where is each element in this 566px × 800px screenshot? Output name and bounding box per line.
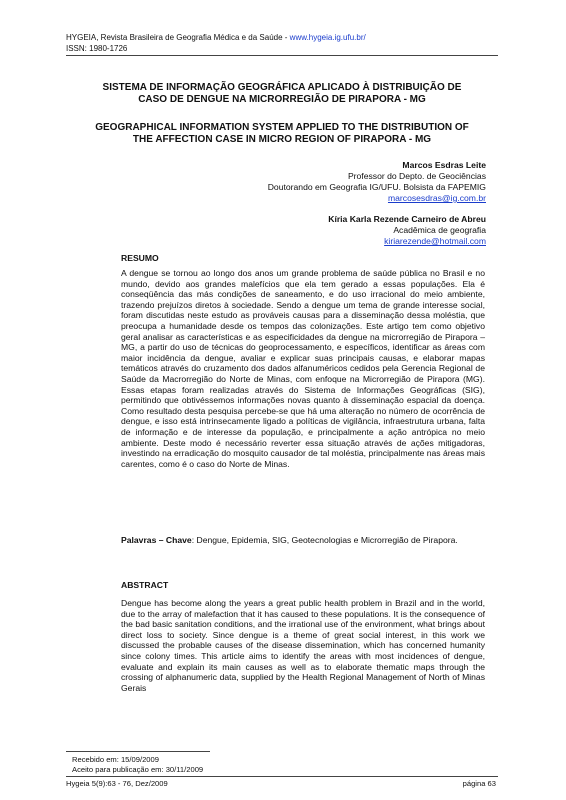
header-divider (66, 55, 498, 56)
journal-issn: ISSN: 1980-1726 (66, 43, 128, 53)
title-english: GEOGRAPHICAL INFORMATION SYSTEM APPLIED TO THE DISTRIBUTION OF THE AFFECTION CASE IN MICRO REGION OF PIRAPORA - MG (95, 122, 469, 145)
keywords (121, 535, 485, 546)
author-block-1 (186, 160, 486, 204)
author-affiliation: Professor do Depto. de Geociências (347, 171, 486, 181)
author-name: Marcos Esdras Leite (402, 160, 486, 170)
journal-name: HYGEIA, Revista Brasileira de Geografia Médica e da Saúde - (66, 33, 290, 42)
title-portuguese: SISTEMA DE INFORMAÇÃO GEOGRÁFICA APLICADO À DISTRIBUIÇÃO DE CASO DE DENGUE NA MICRORREGIÃO DE PIRAPORA - MG (102, 82, 462, 105)
footer-citation: Hygeia 5(9):63 - 76, Dez/2009 (66, 779, 168, 788)
author-email-link[interactable]: marcosesdras@ig.com.br (387, 193, 486, 203)
footer-divider (66, 776, 498, 777)
journal-link[interactable]: www.hygeia.ig.ufu.br/ (289, 33, 366, 42)
author-block-2 (186, 214, 486, 247)
resumo-body: A dengue se tornou ao longo dos anos um grande problema de saúde pública no Brasil e no mundo, devido aos grandes malefícios que ela tem gerado a essas populações. Ela é conseqüência das más condições de saneamento, e do uso irracional do meio ambiente, trazendo prejuízos diretos à sociedade. Sendo a dengue um tema de grande interesse social, foram discutidas neste estudo as prováveis causas para a disseminação dessa moléstia, que preocupa a humanidade desde os tempos das colonizações. Este artigo tem como objetivo geral analisar as características e as especificidades da dengue na microrregião de Pirapora – MG, a partir do uso de técnicas do geoprocessamento, e específicos, identificar as áreas com maior incidência da dengue, avaliar e explicar suas principais causas, e elaborar mapas temáticos através do cruzamento dos dados alfanuméricos cedidos pela Gerencia Regional de Saúde da Macrorregião do Norte de Minas, com enfoque na Microrregião de Pirapora (MG). Essas etapas foram realizadas através do Sistema de Informações Geográficas (SIG), permitindo que obtivéssemos informações novas quanto à disseminação espacial da doença. Como resultado desta pesquisa percebe-se que há uma alteração no número de ocorrência de dengue, e isso está intrinsecamente ligado a políticas de vigilância, infraestrutura urbana, falta de informação e de interesse da população, e principalmente a ação antrópica no meio ambiente. Deste modo é necessário reverter essa situação através de ações mitigadoras, investindo na erradicação do mosquito causador de tal moléstia, principalmente nas áreas mais carentes, como é o caso do Norte de Minas. (121, 268, 486, 469)
footnote-divider (66, 751, 210, 752)
author-affiliation: Doutorando em Geografia IG/UFU. Bolsista da FAPEMIG (267, 182, 486, 192)
author-name: Kíria Karla Rezende Carneiro de Abreu (328, 214, 486, 224)
footnote-received: Recebido em: 15/09/2009 (72, 755, 159, 764)
keywords-label: Palavras – Chave (121, 535, 192, 545)
abstract-body: Dengue has become along the years a great public health problem in Brazil and in the world, due to the array of malefaction that it has caused to these populations. It is the consequence of the bad basic sanitation conditions, and the irrational use of the environment, what brings about direct loss to society. Since dengue is a theme of great social interest, in this work we discussed the probable causes of the disease dissemination, which has concerned humanity since colony times. This article aims to identify the areas with most incidences of dengue, evaluate and explain its main causes as well as to elaborate thematic maps through the crossing of alphanumeric data, supplied by the Health Regional Management of North of Minas Gerais (121, 598, 485, 693)
page-number: página 63 (462, 779, 496, 788)
keywords-text: : Dengue, Epidemia, SIG, Geotecnologias e Microrregião de Pirapora. (191, 535, 458, 545)
footnote-accepted: Aceito para publicação em: 30/11/2009 (72, 765, 204, 774)
author-affiliation: Acadêmica de geografia (393, 225, 486, 235)
resumo-heading: RESUMO (121, 253, 159, 263)
author-email-link[interactable]: kiriarezende@hotmail.com (384, 236, 486, 246)
journal-header (66, 33, 366, 54)
abstract-heading: ABSTRACT (121, 580, 169, 590)
